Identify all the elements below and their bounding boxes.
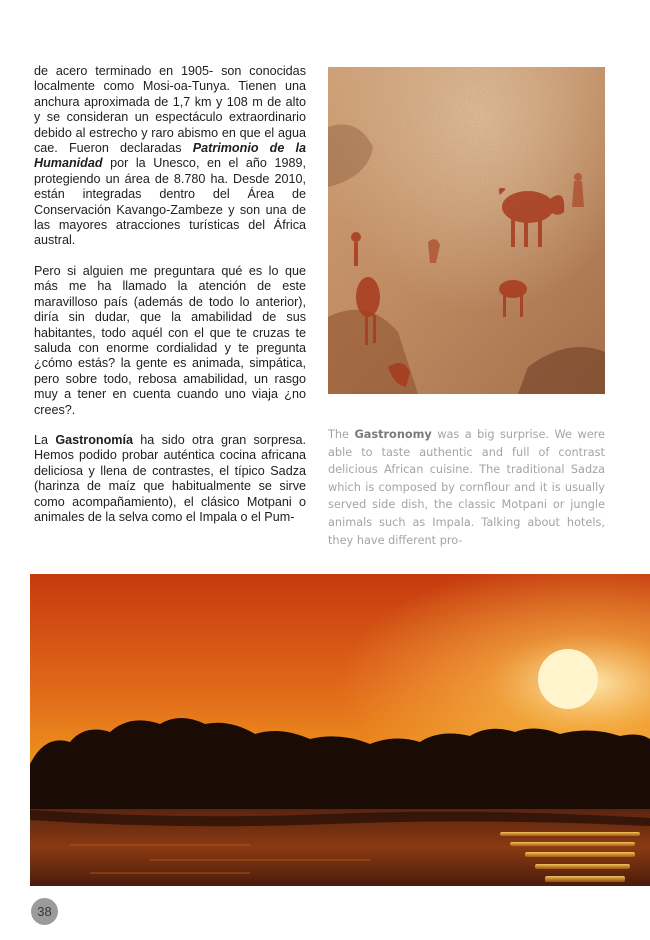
text-run: Pero si alguien me preguntara qué es lo que más me ha llamado la atención de este maravilloso país (además de todo lo anterior), diría sin dudar, que la amabilidad de sus habitantes, todo aquél con el que te cruzas te saluda con enorme cordialidad y te pregunta ¿cómo estás? la gente es animada, simpática, pero sobre todo, rebosa amabilidad, un rasgo muy a tener en cuenta cuando uno viaja ¿no crees?. bbox=[34, 263, 306, 417]
english-rest: was a big surprise. We were able to taste authentic and full of contrast delicious African cuisine. The traditional Sadza which is composed by cornflour and it is usually served side dish, the classic Motpani or jungle animals such as Impala. Talking about hotels, they have different pro- bbox=[328, 428, 605, 547]
english-intro: The bbox=[328, 428, 355, 441]
english-bold-term: Gastronomy bbox=[354, 428, 432, 441]
paragraph-falls bbox=[34, 64, 306, 249]
bold-term: Gastronomía bbox=[55, 432, 133, 447]
sunset-river-photo bbox=[30, 574, 650, 886]
spanish-text-column bbox=[34, 64, 306, 525]
page-number-badge bbox=[31, 898, 58, 925]
paragraph-people bbox=[34, 264, 306, 418]
text-run: La bbox=[34, 432, 56, 447]
page-number: 38 bbox=[37, 904, 52, 919]
bold-italic-term: Patrimonio de la Humanidad bbox=[34, 141, 306, 171]
text-run: ha sido otra gran sorpresa. Hemos podido probar auténtica cocina africana deliciosa y llena de contrastes, el típico Sadza (harinza de maíz que habitualmente se sirve como acompañamiento), el clásico Motpani o animales de la selva como el Impala o el Pum- bbox=[34, 432, 306, 524]
rock-painting-photo bbox=[328, 67, 605, 394]
sun bbox=[538, 649, 598, 709]
text-run: por la Unesco, en el año 1989, protegiendo un área de 8.780 ha. Desde 2010, están integradas dentro del Área de Conservación Kavango-Zambeze y son una de las mayores atracciones turísticas del África austral. bbox=[34, 156, 306, 248]
paragraph-gastronomy bbox=[34, 433, 306, 525]
english-text-column bbox=[328, 426, 605, 549]
text-run: de acero terminado en 1905- son conocidas localmente como Mosi-oa-Tunya. Tienen una anchura aproximada de 1,7 km y 108 m de alto y se consideran un espectáculo extraordinario debido al estrecho y raro abismo en que el agua cae. Fueron declaradas bbox=[34, 64, 306, 156]
